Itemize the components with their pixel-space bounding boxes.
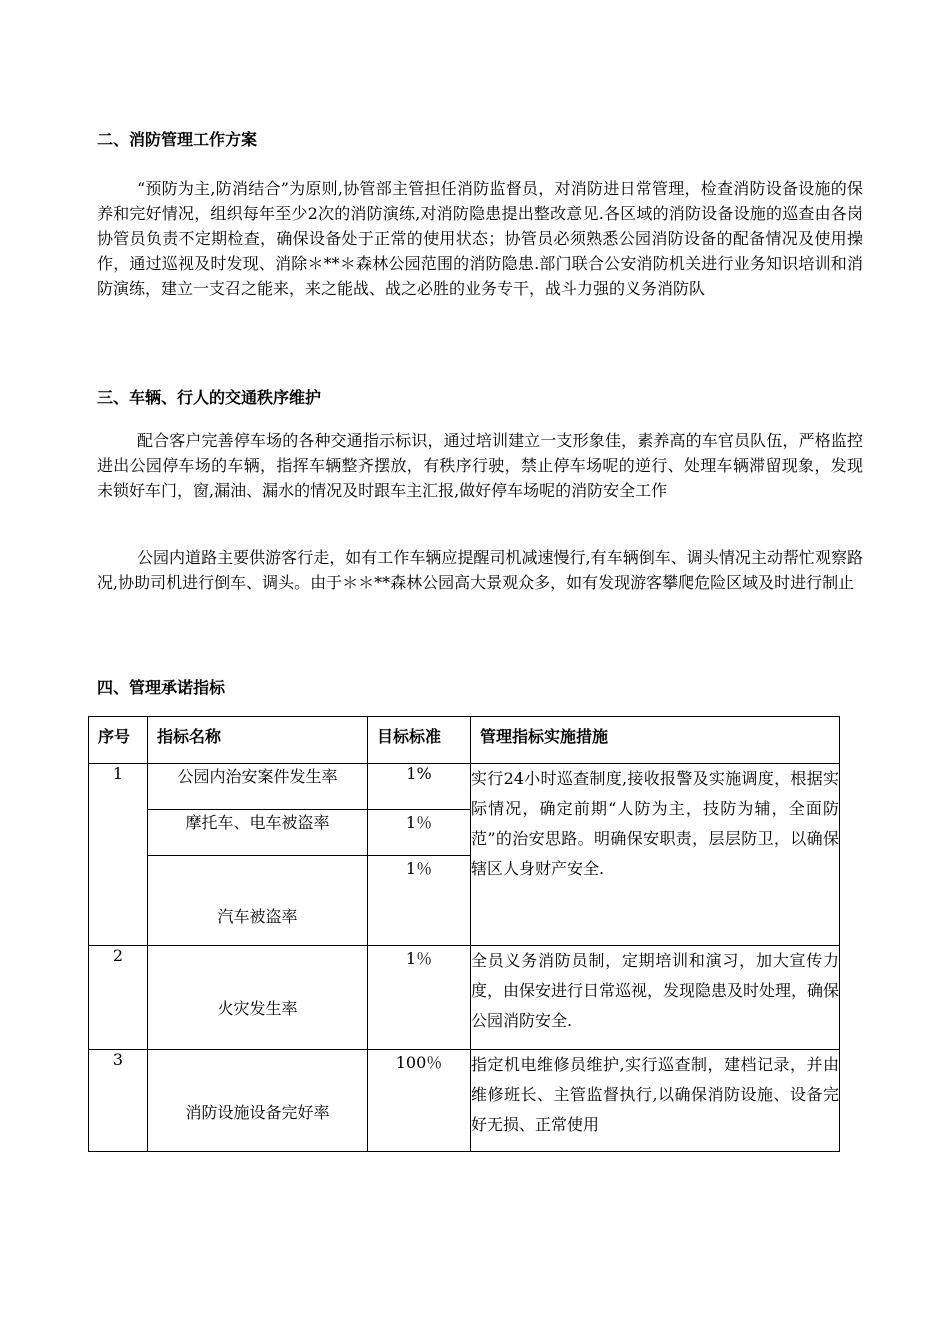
row-number: 1 <box>89 764 148 946</box>
section-heading-traffic-order: 三、车辆、行人的交通秩序维护 <box>97 388 322 407</box>
metric-target: 1％ <box>368 856 471 946</box>
metric-name: 摩托车、电车被盗率 <box>148 810 368 856</box>
metric-name-cell <box>148 856 368 946</box>
commitment-metrics-table <box>88 716 840 1152</box>
row-number: 2 <box>89 946 148 1050</box>
metric-target: 1% <box>368 764 471 810</box>
header-measures: 管理指标实施措施 <box>471 717 840 764</box>
paragraph-road-safety: 公园内道路主要供游客行走，如有工作车辆应提醒司机减速慢行,有车辆倒车、调头情况主动帮忙观察路况,协助司机进行倒车、调头。由于＊＊**森林公园高大景观众多，如有发现游客攀爬危险区域及时进行制止 <box>97 548 863 592</box>
header-no: 序号 <box>89 717 148 764</box>
header-metric-name: 指标名称 <box>148 717 368 764</box>
row-number: 3 <box>89 1050 148 1152</box>
metric-measures: 实行24小时巡查制度,接收报警及实施调度，根据实际情况，确定前期“人防为主，技防为辅，全面防范”的治安思路。明确保安职责，层层防卫，以确保辖区人身财产安全. <box>471 764 840 946</box>
metric-target: 1％ <box>368 810 471 856</box>
table-row <box>89 946 840 1050</box>
section-heading-fire-management: 二、消防管理工作方案 <box>97 130 258 149</box>
paragraph-parking-management: 配合客户完善停车场的各种交通指示标识，通过培训建立一支形象佳，素养高的车官员队伍，严格监控进出公园停车场的车辆，指挥车辆整齐摆放，有秩序行驶，禁止停车场呢的逆行、处理车辆滞留现象，发现未锁好车门，窗,漏油、漏水的情况及时跟车主汇报,做好停车场呢的消防安全工作 <box>97 431 863 500</box>
header-target: 目标标准 <box>368 717 471 764</box>
metric-name: 消防设施设备完好率 <box>185 1103 330 1122</box>
section-heading-commitment-metrics: 四、管理承诺指标 <box>97 678 226 697</box>
metric-target: 1％ <box>368 946 471 1050</box>
paragraph-fire-management: “预防为主,防消结合”为原则,协管部主管担任消防监督员，对消防进日常管理，检查消防设备设施的保养和完好情况，组织每年至少2次的消防演练,对消防隐患提出整改意见.各区域的消防设备设施的巡查由各岗协管员负责不定期检查，确保设备处于正常的使用状态；协管员必须熟悉公园消防设备的配备情况及使用操作，通过巡视及时发现、消除＊**＊森林公园范围的消防隐患.部门联合公安消防机关进行业务知识培训和消防演练，建立一支召之能来，来之能战、战之必胜的业务专干，战斗力强的义务消防队 <box>97 179 863 298</box>
metric-name-cell <box>148 1050 368 1152</box>
metric-target: 100％ <box>368 1050 471 1152</box>
metric-measures: 全员义务消防员制，定期培训和演习，加大宣传力度，由保安进行日常巡视，发现隐患及时处理，确保公园消防安全. <box>471 946 840 1050</box>
metric-name-cell <box>148 946 368 1050</box>
metric-measures: 指定机电维修员维护,实行巡查制，建档记录，并由维修班长、主管监督执行,以确保消防设施、设备完好无损、正常使用 <box>471 1050 840 1152</box>
table-row <box>89 1050 840 1152</box>
table-row <box>89 764 840 810</box>
metric-name: 汽车被盗率 <box>217 907 298 926</box>
table-header-row <box>89 717 840 764</box>
metric-name: 公园内治安案件发生率 <box>148 764 368 810</box>
metric-name: 火灾发生率 <box>217 999 298 1018</box>
